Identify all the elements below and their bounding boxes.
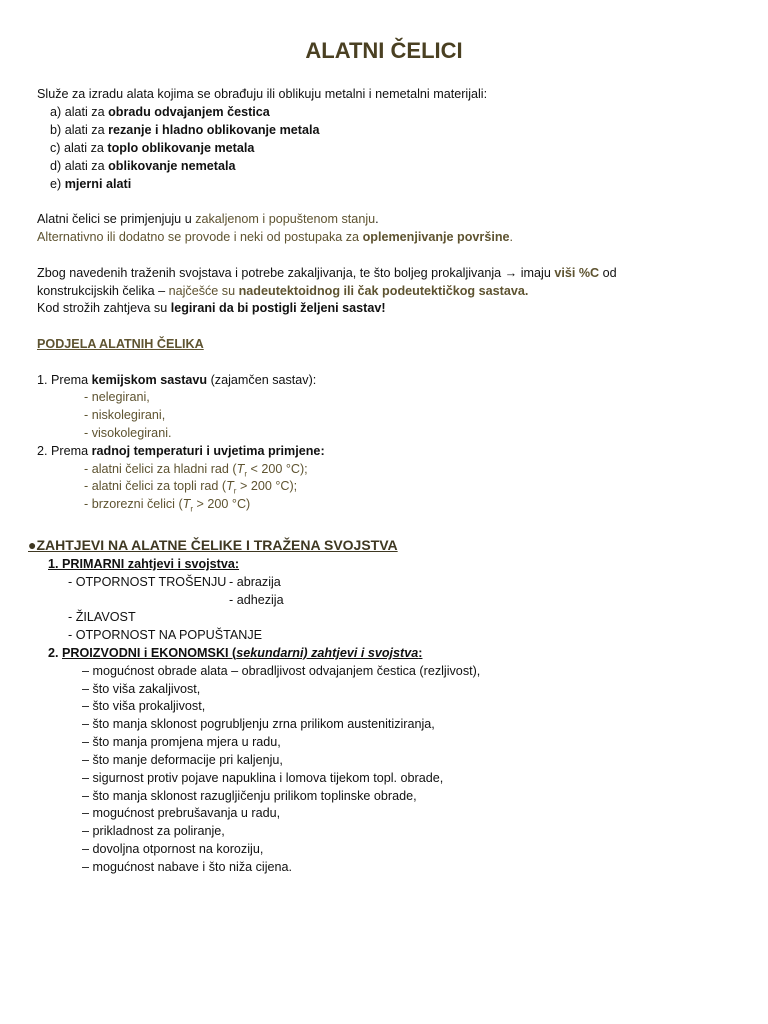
subheading: 1. PRIMARNI zahtjevi i svojstva: — [48, 557, 240, 571]
list-item: – mogućnost prebrušavanja u radu, — [82, 806, 281, 820]
intro-item: a) alati za obradu odvajanjem čestica — [50, 105, 270, 119]
section-heading: PODJELA ALATNIH ČELIKA — [37, 337, 204, 351]
list-item: – mogućnost nabave i što niža cijena. — [82, 860, 293, 874]
list-item: – što manje deformacije pri kaljenju, — [82, 753, 283, 767]
paragraph-line: Alatni čelici se primjenjuju u zakaljenom i popuštenom stanju. — [37, 212, 379, 226]
intro-item: d) alati za oblikovanje nemetala — [50, 159, 236, 173]
list-item: - alatni čelici za hladni rad ($T_r < 200$ °C); — [84, 462, 308, 479]
list-item: - visokolegirani. — [84, 426, 172, 440]
document-title: ALATNI ČELICI — [305, 38, 463, 63]
paragraph-line: konstrukcijskih čelika – najčešće su nadeutektoidnog ili čak podeutektičkog sastava. — [37, 284, 529, 298]
paragraph-line: Zbog navedenih traženih svojstava i potrebe zakaljivanja, te što boljeg prokaljivanja → imaju viši %C od — [37, 266, 617, 280]
list-item: – prikladnost za poliranje, — [82, 824, 225, 838]
intro-item: e) mjerni alati — [50, 177, 132, 191]
list-item: – dovoljna otpornost na koroziju, — [82, 842, 264, 856]
list-item: - alatni čelici za topli rad ($T_r > 200$ °C); — [84, 479, 298, 496]
list-item: - OTPORNOST NA POPUŠTANJE — [68, 628, 263, 642]
list-item: - adhezija — [229, 593, 284, 607]
subheading: 2. PROIZVODNI i EKONOMSKI (sekundarni) zahtjevi i svojstva: — [48, 646, 423, 660]
list-item: 2. Prema radnoj temperaturi i uvjetima primjene: — [37, 444, 325, 458]
list-item: - brzorezni čelici ($T_r > 200$ °C) — [84, 497, 251, 514]
intro-lead: Služe za izradu alata kojima se obrađuju ili oblikuju metalni i nemetalni materijali: — [37, 87, 488, 101]
list-item: 1. Prema kemijskom sastavu (zajamčen sastav): — [37, 373, 317, 387]
intro-item: b) alati za rezanje i hladno oblikovanje metala — [50, 123, 320, 137]
list-item: – sigurnost protiv pojave napuklina i lomova tijekom topl. obrade, — [82, 771, 444, 785]
list-item: – što viša zakaljivost, — [82, 682, 201, 696]
paragraph-line: Alternativno ili dodatno se provode i neki od postupaka za oplemenjivanje površine. — [37, 230, 514, 244]
intro-item: c) alati za toplo oblikovanje metala — [50, 141, 255, 155]
list-item: - ŽILAVOST — [68, 610, 136, 624]
list-item: – mogućnost obrade alata – obradljivost odvajanjem čestica (rezljivost), — [82, 664, 481, 678]
list-item: - nelegirani, — [84, 390, 150, 404]
list-item: - abrazija — [229, 575, 281, 589]
list-item: – što manja promjena mjera u radu, — [82, 735, 281, 749]
section-heading: ●ZAHTJEVI NA ALATNE ČELIKE I TRAŽENA SVOJSTVA — [28, 537, 398, 553]
list-item: – što viša prokaljivost, — [82, 699, 206, 713]
list-item: - OTPORNOST TROŠENJU — [68, 575, 227, 589]
list-item: - niskolegirani, — [84, 408, 166, 422]
paragraph-line: Kod strožih zahtjeva su legirani da bi postigli željeni sastav! — [37, 301, 386, 315]
list-item: – što manja sklonost razugljičenju prilikom toplinske obrade, — [82, 789, 417, 803]
list-item: – što manja sklonost pogrubljenju zrna prilikom austenitiziranja, — [82, 717, 435, 731]
